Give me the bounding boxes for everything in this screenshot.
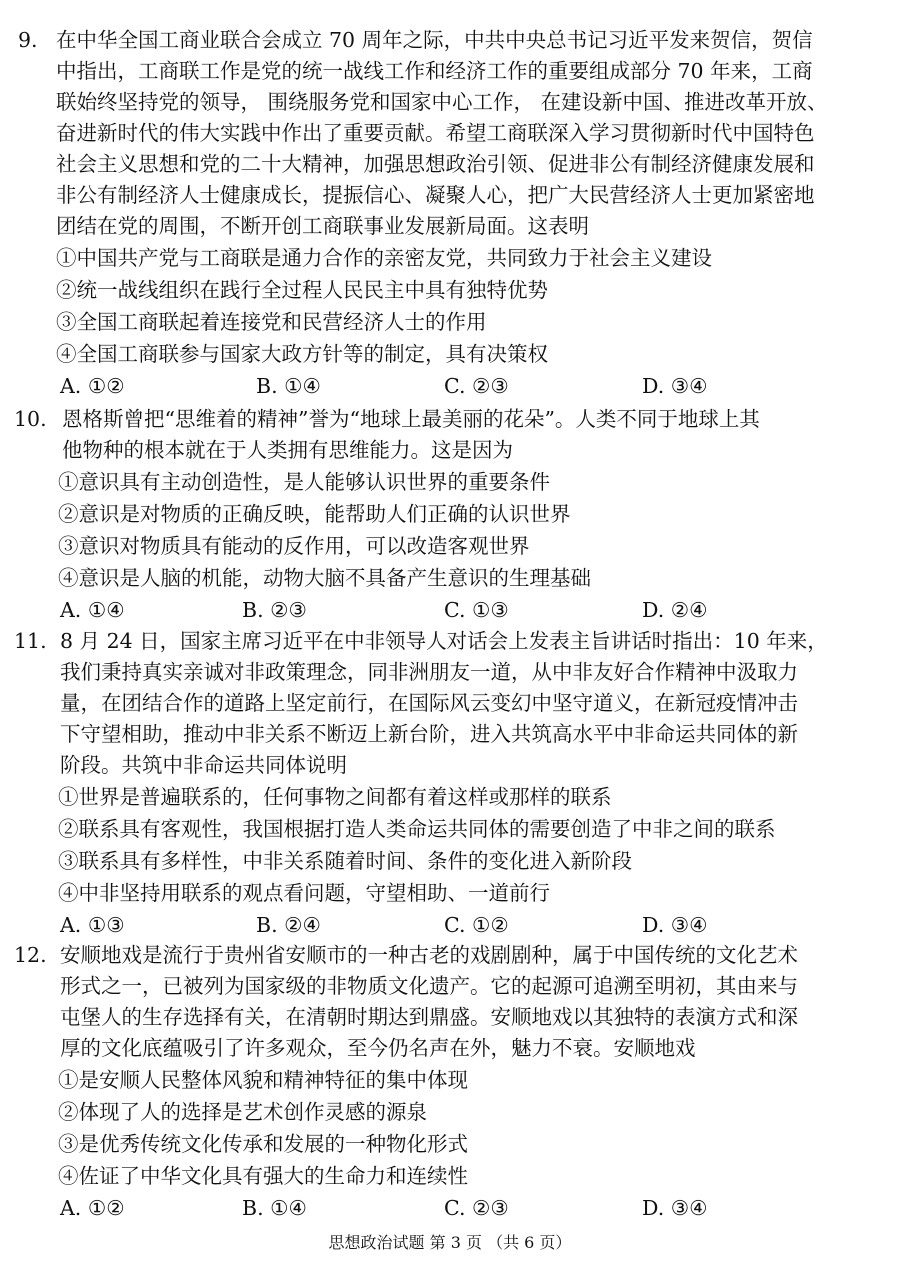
question-stem-line: 形式之一，已被列为国家级的非物质文化遗产。它的起源可追溯至明初，其由来与: [60, 974, 798, 998]
option-b: B. ②③: [242, 598, 307, 622]
option-b: B. ①④: [242, 1196, 307, 1220]
question-stem-line: 中指出，工商联工作是党的统一战线工作和经济工作的重要组成部分 70 年来，工商: [56, 59, 813, 83]
question-number: 11.: [14, 629, 47, 653]
statement: ①世界是普遍联系的，任何事物之间都有着这样或那样的联系: [58, 785, 612, 809]
question-stem-line: 他物种的根本就在于人类拥有思维能力。这是因为: [62, 438, 513, 462]
answer-options: [60, 595, 860, 625]
statement: ①中国共产党与工商联是通力合作的亲密友党，共同致力于社会主义建设: [56, 246, 712, 270]
question-stem-line: 量，在团结合作的道路上坚定前行，在国际风云变幻中坚守道义，在新冠疫情冲击: [60, 691, 798, 715]
statement: ③意识对物质具有能动的反作用，可以改造客观世界: [58, 534, 530, 558]
question-stem-line: 厚的文化底蕴吸引了许多观众，至今仍名声在外，魅力不衰。安顺地戏: [60, 1036, 696, 1060]
statement: ④中非坚持用联系的观点看问题，守望相助、一道前行: [58, 881, 550, 905]
option-d: D. ②④: [642, 598, 708, 622]
answer-options: [60, 1193, 860, 1223]
question-stem-line: 联始终坚持党的领导， 围绕服务党和国家中心工作， 在建设新中国、推进改革开放、: [56, 90, 828, 114]
page-footer: 思想政治试题 第 3 页 （共 6 页）: [328, 1233, 572, 1252]
statement: ④佐证了中华文化具有强大的生命力和连续性: [58, 1164, 468, 1188]
statement: ②联系具有客观性，我国根据打造人类命运共同体的需要创造了中非之间的联系: [58, 817, 776, 841]
question-stem-line: 安顺地戏是流行于贵州省安顺市的一种古老的戏剧剧种，属于中国传统的文化艺术: [60, 943, 798, 967]
option-a: A. ①④: [60, 598, 125, 622]
option-a: A. ①②: [60, 374, 125, 398]
question-number: 12.: [14, 943, 47, 967]
option-d: D. ③④: [642, 913, 708, 937]
statement: ②统一战线组织在践行全过程人民民主中具有独特优势: [56, 278, 548, 302]
statement: ②意识是对物质的正确反映，能帮助人们正确的认识世界: [58, 502, 571, 526]
answer-options: [60, 910, 860, 940]
question-stem-line: 非公有制经济人士健康成长，提振信心、凝聚人心，把广大民营经济人士更加紧密地: [56, 183, 815, 207]
statement: ③全国工商联起着连接党和民营经济人士的作用: [56, 310, 487, 334]
statement: ③联系具有多样性，中非关系随着时间、条件的变化进入新阶段: [58, 849, 632, 873]
option-c: C. ②③: [444, 374, 509, 398]
question-stem-line: 奋进新时代的伟大实践中作出了重要贡献。希望工商联深入学习贯彻新时代中国特色: [56, 121, 815, 145]
option-a: A. ①②: [60, 1196, 125, 1220]
question-stem-line: 社会主义思想和党的二十大精神，加强思想政治引领、促进非公有制经济健康发展和: [56, 152, 815, 176]
question-number: 9.: [18, 28, 38, 52]
question-stem-line: 屯堡人的生存选择有关，在清朝时期达到鼎盛。安顺地戏以其独特的表演方式和深: [60, 1005, 798, 1029]
question-stem-line: 团结在党的周围，不断开创工商联事业发展新局面。这表明: [56, 214, 589, 238]
answer-options: [60, 371, 860, 401]
statement: ④全国工商联参与国家大政方针等的制定，具有决策权: [56, 342, 548, 366]
option-c: C. ①②: [444, 913, 509, 937]
question-stem-line: 下守望相助，推动中非关系不断迈上新台阶，进入共筑高水平中非命运共同体的新: [60, 722, 798, 746]
option-a: A. ①③: [60, 913, 125, 937]
question-stem-line: 恩格斯曾把“思维着的精神”誉为“地球上最美丽的花朵”。人类不同于地球上其: [62, 407, 760, 431]
option-c: C. ①③: [444, 598, 509, 622]
option-d: D. ③④: [642, 1196, 708, 1220]
question-stem-line: 我们秉持真实亲诚对非政策理念，同非洲朋友一道，从中非友好合作精神中汲取力: [60, 660, 798, 684]
question-number: 10.: [14, 407, 47, 431]
statement: ①是安顺人民整体风貌和精神特征的集中体现: [58, 1068, 468, 1092]
question-stem-line: 阶段。共筑中非命运共同体说明: [60, 753, 347, 777]
statement: ④意识是人脑的机能，动物大脑不具备产生意识的生理基础: [58, 566, 591, 590]
statement: ③是优秀传统文化传承和发展的一种物化形式: [58, 1132, 468, 1156]
option-c: C. ②③: [444, 1196, 509, 1220]
question-stem-line: 在中华全国工商业联合会成立 70 周年之际，中共中央总书记习近平发来贺信，贺信: [56, 28, 813, 52]
statement: ②体现了人的选择是艺术创作灵感的源泉: [58, 1100, 427, 1124]
question-stem-line: 8 月 24 日，国家主席习近平在中非领导人对话会上发表主旨讲话时指出：10 年来，: [60, 629, 828, 653]
option-d: D. ③④: [642, 374, 708, 398]
option-b: B. ①④: [256, 374, 321, 398]
option-b: B. ②④: [256, 913, 321, 937]
statement: ①意识具有主动创造性，是人能够认识世界的重要条件: [58, 470, 550, 494]
